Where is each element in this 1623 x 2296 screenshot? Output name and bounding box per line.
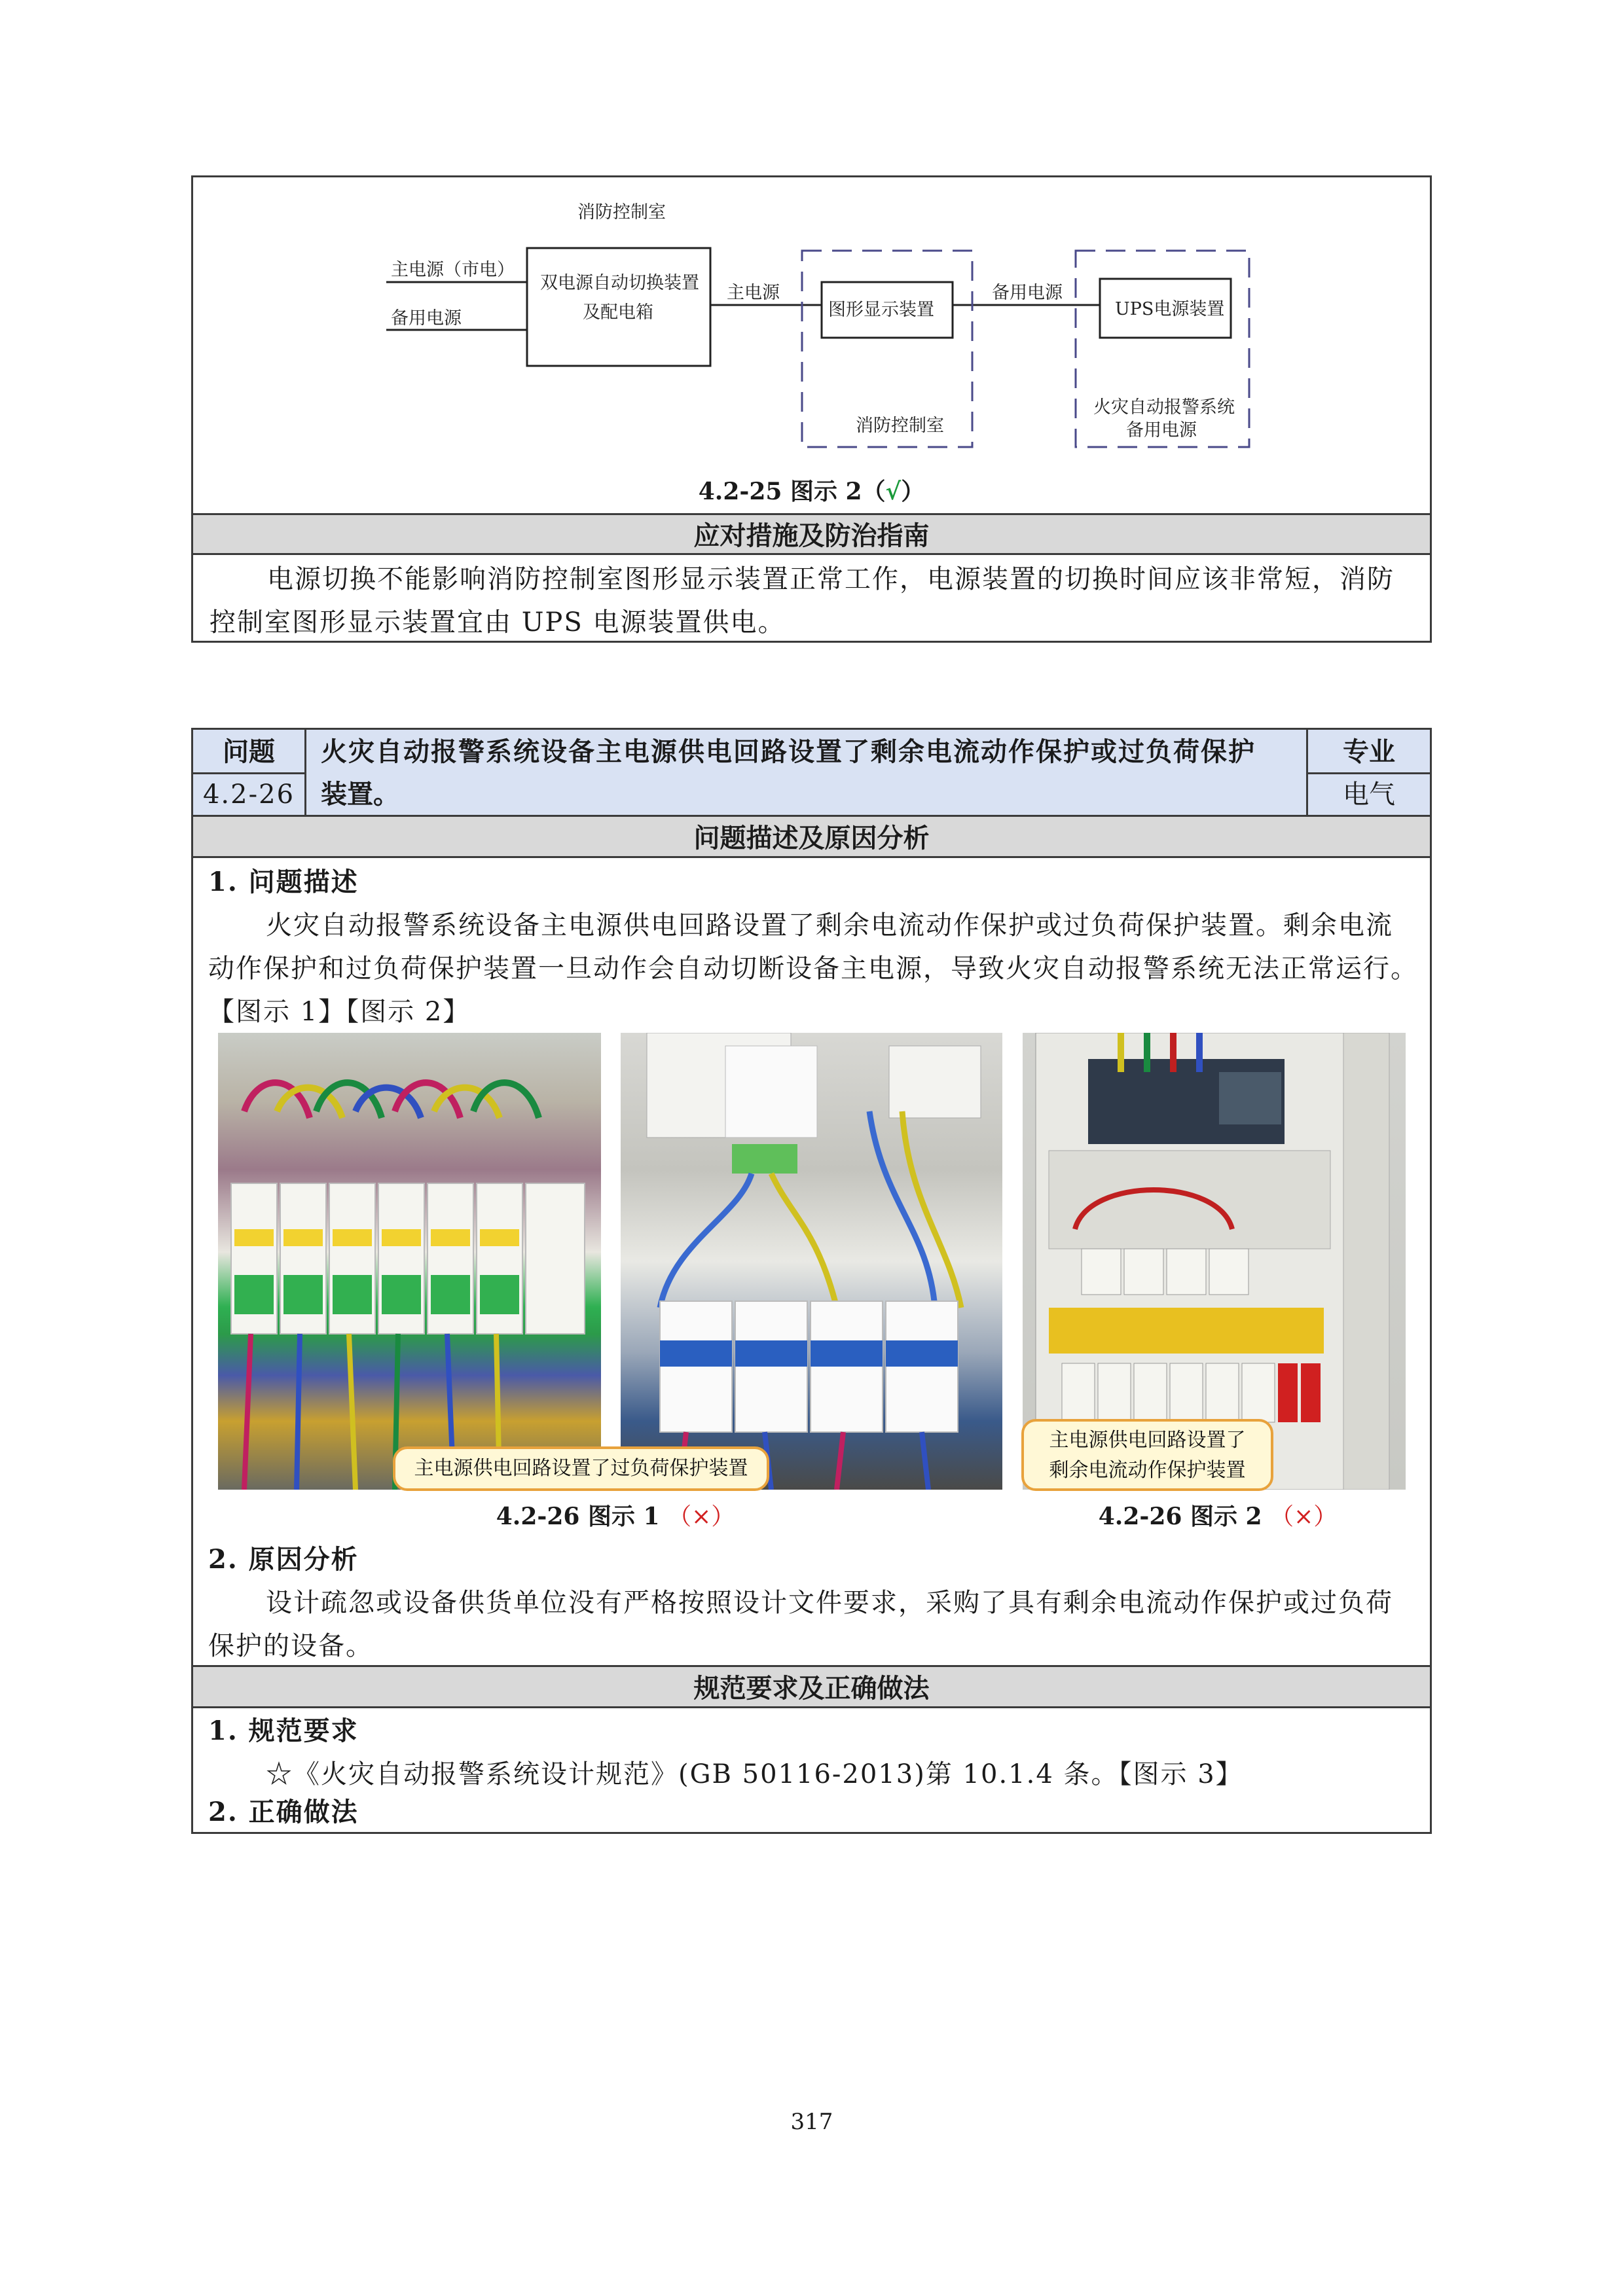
diagram-main-city: 主电源（市电） (391, 260, 515, 280)
fig-4-2-25-caption (191, 475, 1432, 508)
fig2-cross-icon: （×） (1270, 1503, 1338, 1530)
check-icon: √ (885, 478, 902, 505)
photo-breakers-2 (621, 1033, 1002, 1490)
diagram-alarm-1: 火灾自动报警系统 (1093, 397, 1235, 418)
photo-breakers-1 (218, 1033, 601, 1490)
callout-rcd-line1: 主电源供电回路设置了 (1049, 1429, 1246, 1452)
power-diagram (193, 177, 1430, 498)
diagram-alarm-2: 备用电源 (1126, 420, 1197, 440)
fig2-caption-text: 4.2-26 图示 2 (1098, 1503, 1271, 1530)
diagram-graphic: 图形显示装置 (828, 300, 934, 320)
fig1-caption (419, 1500, 812, 1533)
caption-suffix: ） (901, 478, 925, 505)
issue-divider-h-left (193, 772, 304, 774)
major-label: 专业 (1343, 736, 1395, 767)
cause-text: 设计疏忽或设备供货单位没有严格按照设计文件要求，采购了具有剩余电流动作保护或过负荷保护的设备。 (208, 1588, 1393, 1661)
requirement-text: ☆《火灾自动报警系统设计规范》(GB 50116-2013)第 10.1.4 条。【图示 3】 (266, 1759, 1243, 1789)
description-text: 火灾自动报警系统设备主电源供电回路设置了剩余电流动作保护或过负荷保护装置。剩余电流动作保护和过负荷保护装置一旦动作会自动切断设备主电源，导致火灾自动报警系统无法正常运行。【图示 1】【图示 2】 (208, 910, 1418, 1027)
issue-label: 问题 (223, 736, 275, 767)
diagram-backup: 备用电源 (391, 308, 462, 329)
diagram-switch-1: 双电源自动切换装置 (540, 273, 699, 293)
subheading-cause: 2. 原因分析 (208, 1544, 359, 1575)
subheading-correct: 2. 正确做法 (208, 1797, 359, 1827)
diagram-switch-2: 及配电箱 (583, 302, 653, 323)
diagram-top-label: 消防控制室 (577, 202, 666, 223)
issue-code: 4.2-26 (202, 780, 295, 810)
fig1-cross-icon: （×） (668, 1503, 735, 1530)
issue-divider-1 (304, 730, 306, 815)
major-value: 电气 (1343, 780, 1395, 810)
measures-text: 电源切换不能影响消防控制室图形显示装置正常工作，电源装置的切换时间应该非常短，消防控制室图形显示装置宜由 UPS 电源装置供电。 (210, 564, 1395, 637)
diagram-main: 主电源 (727, 283, 780, 303)
diagram-ups: UPS电源装置 (1115, 299, 1225, 319)
page-number: 317 (790, 2109, 833, 2135)
diagram-backup2: 备用电源 (992, 283, 1063, 303)
fig2-caption (1021, 1500, 1414, 1533)
section-header-norm: 规范要求及正确做法 (193, 1665, 1430, 1708)
callout-overload: 主电源供电回路设置了过负荷保护装置 (393, 1446, 769, 1491)
subheading-desc: 1. 问题描述 (208, 867, 359, 897)
section-header-measures: 应对措施及防治指南 (193, 513, 1430, 555)
callout-rcd (1021, 1419, 1273, 1491)
subheading-req: 1. 规范要求 (208, 1715, 359, 1746)
section-header-analysis: 问题描述及原因分析 (193, 815, 1430, 858)
fig1-caption-text: 4.2-26 图示 1 (496, 1503, 668, 1530)
caption-prefix: 4.2-25 图示 2（ (698, 478, 886, 505)
issue-divider-h-right (1308, 772, 1430, 774)
diagram-room: 消防控制室 (856, 416, 944, 436)
callout-rcd-line2: 剩余电流动作保护装置 (1049, 1459, 1246, 1482)
issue-title-1: 火灾自动报警系统设备主电源供电回路设置了剩余电流动作保护或过负荷保护 (321, 736, 1256, 767)
issue-title-2: 装置。 (321, 779, 399, 810)
